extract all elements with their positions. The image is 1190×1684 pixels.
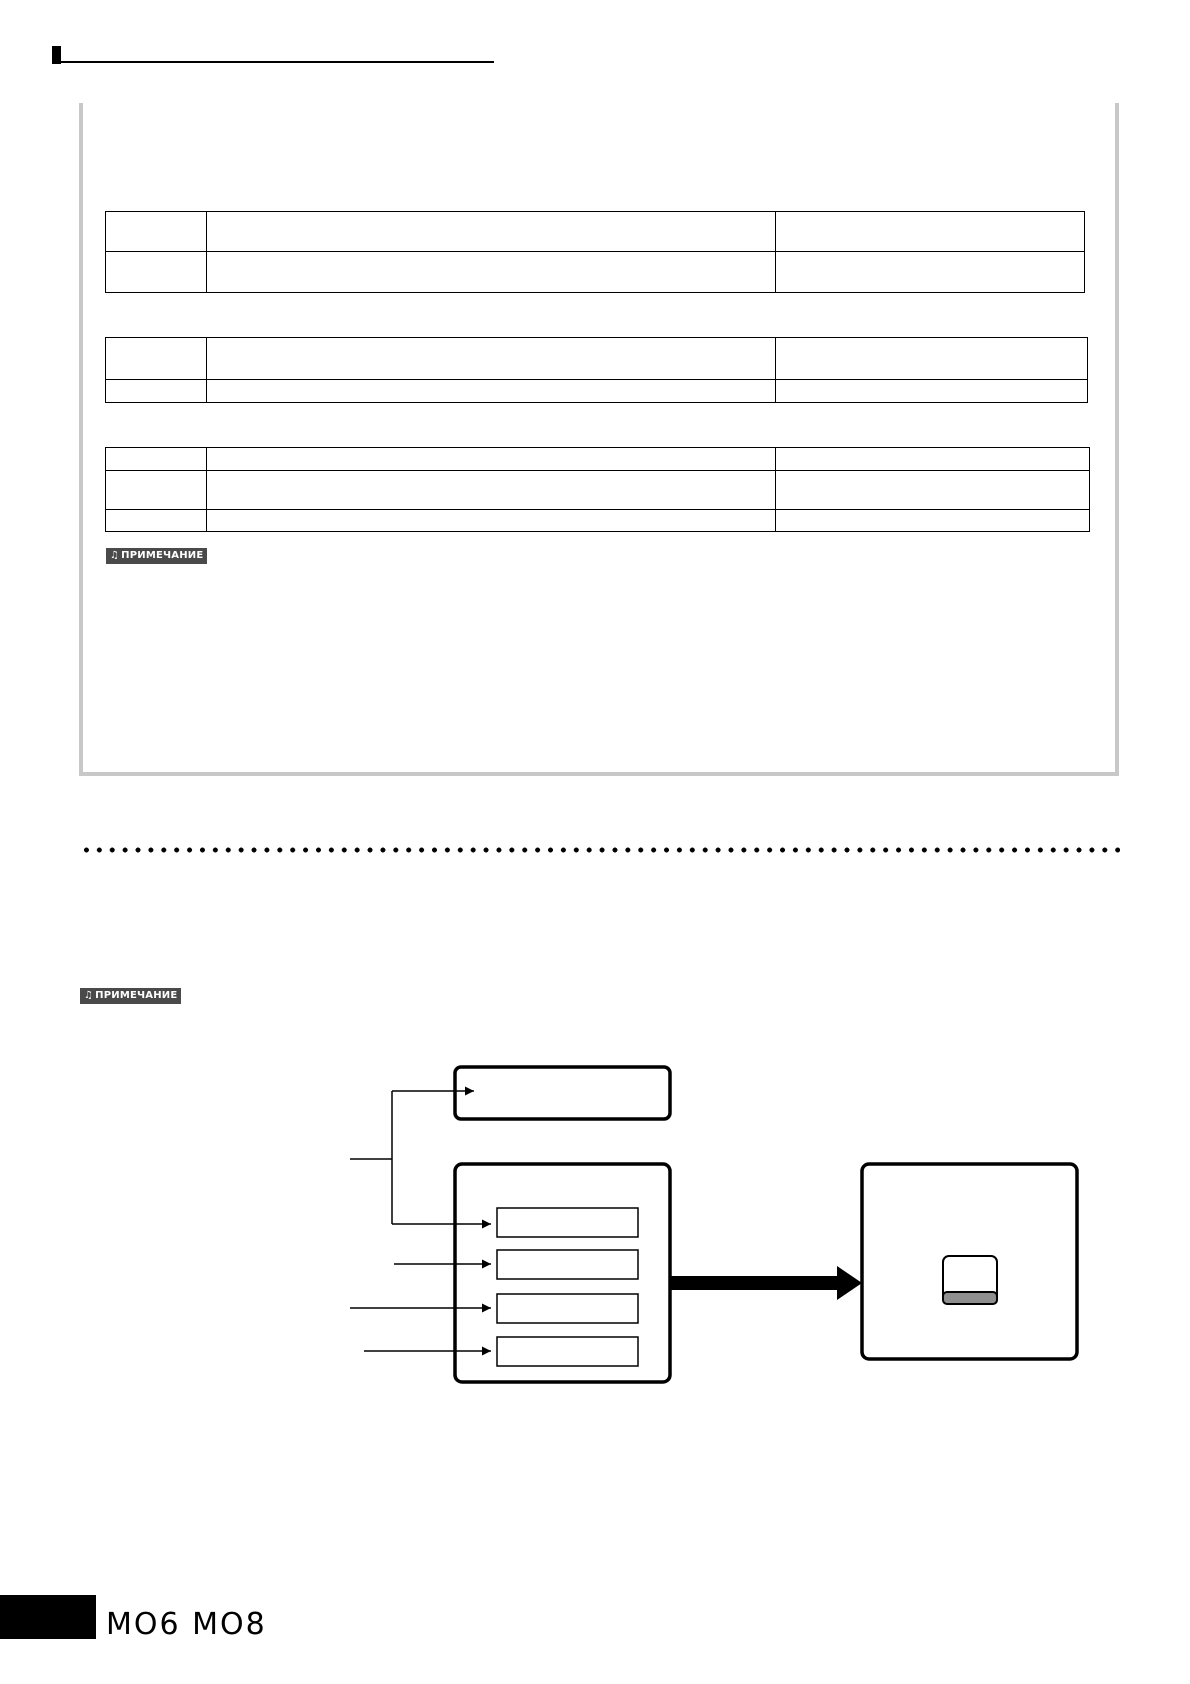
note-label: ПРИМЕЧАНИЕ [95, 990, 178, 1001]
source-box [497, 1250, 638, 1279]
music-note-icon: ♫ [84, 990, 94, 1001]
transfer-arrow-head [837, 1266, 862, 1300]
source-box [497, 1294, 638, 1323]
music-note-icon: ♫ [110, 550, 120, 561]
footer-page-tab [0, 1595, 96, 1639]
transfer-arrow-shaft [671, 1276, 841, 1290]
footer-logo: MO6 MO8 [106, 1607, 267, 1642]
note-label: ПРИМЕЧАНИЕ [121, 550, 204, 561]
top-box [455, 1067, 670, 1119]
source-box [497, 1337, 638, 1366]
source-box [497, 1208, 638, 1237]
usb-storage-drive-icon [943, 1256, 997, 1304]
